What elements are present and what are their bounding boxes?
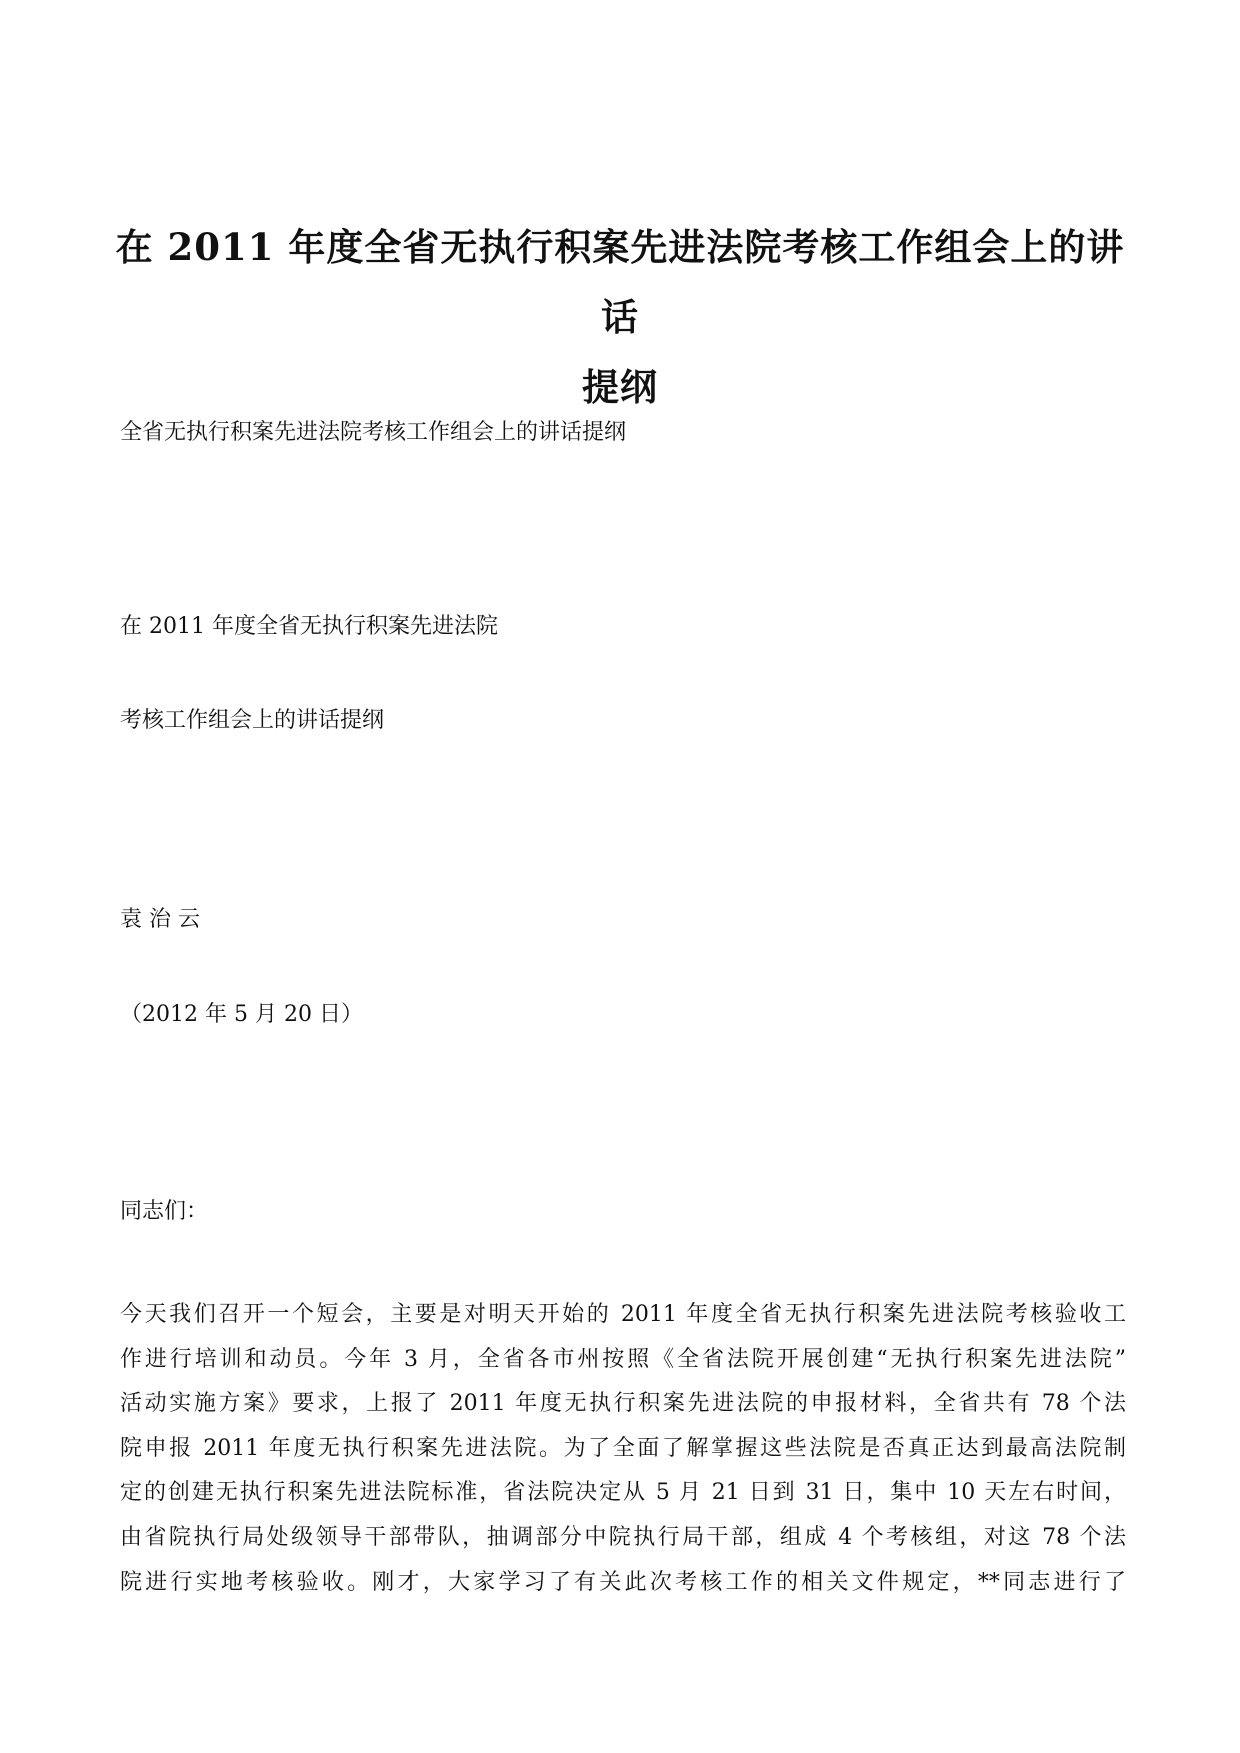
body-line: 院进行实地考核验收。刚才，大家学习了有关此次考核工作的相关文件规定，**同志进行了 [120, 1569, 1126, 1595]
body-line: 定的创建无执行积案先进法院标准，省法院决定从 5 月 21 日到 31 日，集中 10 天左右时间， [120, 1480, 1126, 1506]
body-line: 由省院执行局处级领导干部带队，抽调部分中院执行局干部，组成 4 个考核组，对这 78 个法 [120, 1524, 1126, 1550]
document-title-line-2: 提纲 [582, 365, 658, 409]
body-line: 作进行培训和动员。今年 3 月，全省各市州按照《全省法院开展创建“无执行积案先进法院” [120, 1346, 1126, 1372]
speech-date: （2012 年 5 月 20 日） [120, 1002, 363, 1027]
document-title [100, 212, 1140, 422]
body-line: 今天我们召开一个短会，主要是对明天开始的 2011 年度全省无执行积案先进法院考核验收工 [120, 1302, 1126, 1327]
body-line: 活动实施方案》要求，上报了 2011 年度无执行积案先进法院的申报材料，全省共有 78 个法 [120, 1391, 1126, 1417]
body-line: 院申报 2011 年度无执行积案先进法院。为了全面了解掌握这些法院是否真正达到最高法院制 [120, 1435, 1126, 1461]
heading-line-1: 在 2011 年度全省无执行积案先进法院 [120, 614, 498, 639]
document-title-line-1: 在 2011 年度全省无执行积案先进法院考核工作组会上的讲话 [115, 225, 1125, 339]
body-paragraph [120, 1293, 1126, 1605]
salutation: 同志们： [120, 1199, 209, 1224]
heading-line-2: 考核工作组会上的讲话提纲 [120, 708, 385, 733]
author-name: 袁 治 云 [120, 907, 200, 932]
document-subtitle: 全省无执行积案先进法院考核工作组会上的讲话提纲 [120, 420, 627, 445]
